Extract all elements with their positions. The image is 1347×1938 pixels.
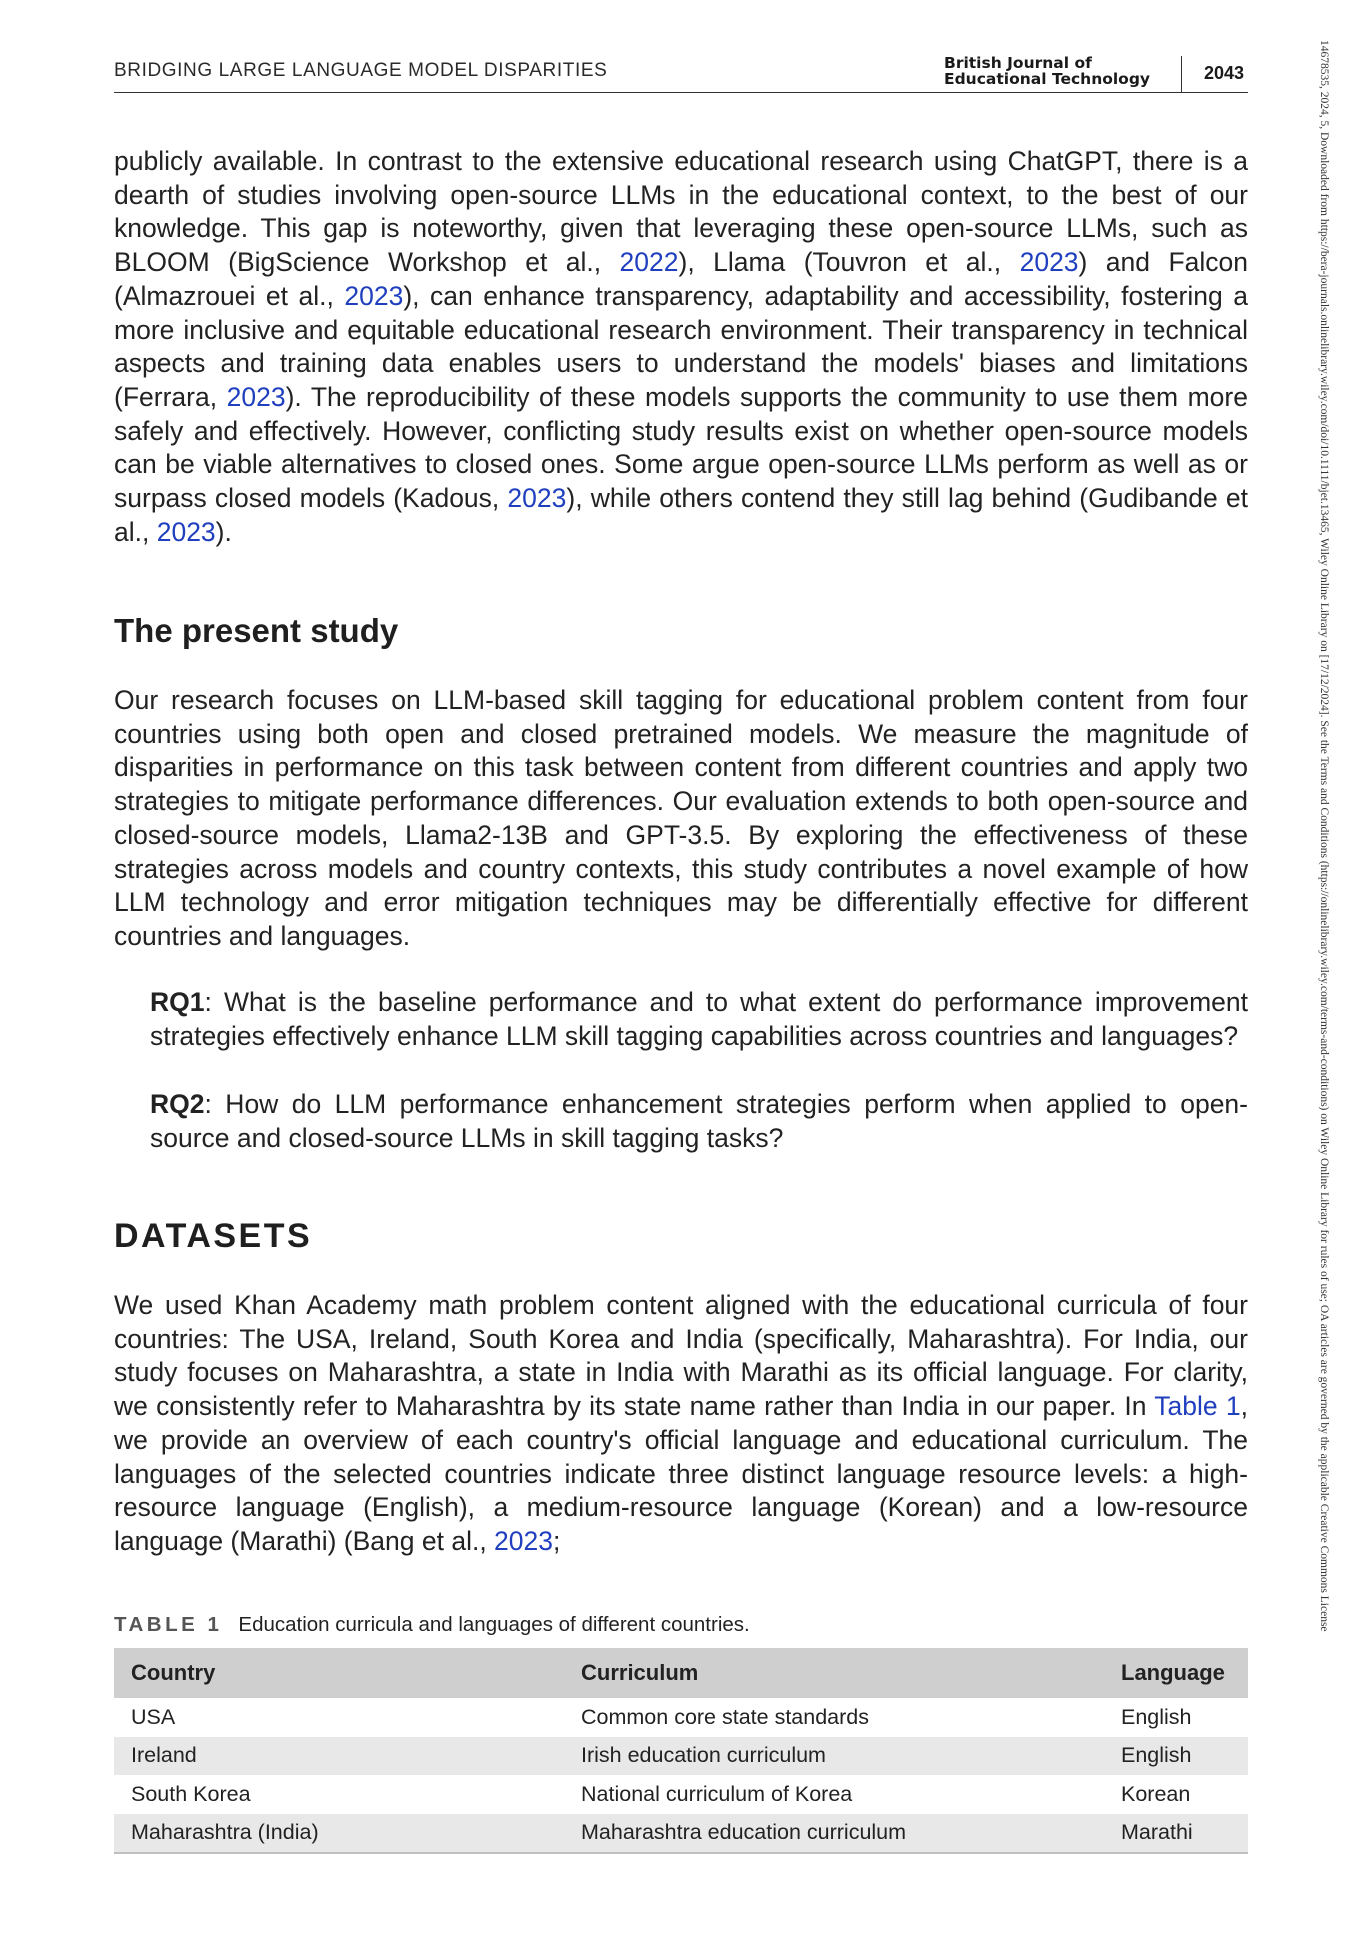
intro-text: ), can enhance transparency, adaptability and accessibility, fostering a more inclusive and equitable educational research environment. Their transparency in technical aspects and training data enables users to understand the models' biases and limitations (Ferrara,	[114, 280, 1248, 412]
journal-logo-line1: British Journal of	[944, 54, 1092, 72]
column-header-language: Language	[1104, 1648, 1248, 1698]
citation-link[interactable]: 2023	[156, 516, 216, 547]
table-row	[114, 1775, 1248, 1814]
citation-link[interactable]: 2023	[226, 381, 286, 412]
citation-link[interactable]: 2022	[619, 247, 679, 278]
column-header-curriculum: Curriculum	[564, 1648, 1104, 1698]
cell-language: English	[1104, 1737, 1248, 1776]
research-question-2	[150, 1088, 1248, 1155]
intro-text: ), while others contend they still lag behind (Gudibande et al.,	[114, 483, 1248, 547]
citation-link[interactable]: 2023	[494, 1525, 553, 1556]
datasets-text: ;	[553, 1525, 561, 1556]
header-rule	[114, 92, 1248, 93]
intro-text: publicly available. In contrast to the extensive educational research using ChatGPT, there is a dearth of studies involving open-source LLMs in the educational context, to the best of our knowledge. This gap is noteworthy, given that leveraging these open-source LLMs, such as BLOOM (BigScience Workshop et al.,	[114, 146, 1248, 278]
intro-text: ), Llama (Touvron et al.,	[678, 247, 1020, 278]
side-download-note: 14678535, 2024, 5, Downloaded from https://bera-journals.onlinelibrary.wiley.com/doi/10.1111/bjet.13465, Wiley Online Library on [17/12/2024]. See the Terms and Conditions (https://onlinelibrary.wiley.com/terms-and-conditions) on Wiley Online Library for rules of use; OA articles are governed by the applicable Creative Commons License	[1318, 40, 1330, 1632]
cell-language: Korean	[1121, 1781, 1191, 1806]
rq-text: : What is the baseline performance and to what extent do performance improvement strategies effectively enhance LLM skill tagging capabilities across countries and languages?	[150, 987, 1248, 1051]
cell-country: USA	[131, 1704, 176, 1729]
cell-curriculum: Common core state standards	[581, 1704, 869, 1729]
running-head: BRIDGING LARGE LANGUAGE MODEL DISPARITIES	[114, 60, 608, 81]
cell-curriculum: Maharashtra education curriculum	[564, 1814, 1104, 1854]
data-table	[114, 1648, 1248, 1854]
cell-country: South Korea	[131, 1781, 251, 1806]
research-question-1	[150, 986, 1248, 1053]
page-number: 2043	[1204, 63, 1245, 83]
citation-link[interactable]: 2023	[507, 483, 567, 514]
intro-text: ).	[215, 516, 232, 547]
citation-link[interactable]: 2023	[1019, 247, 1079, 278]
cell-country: Maharashtra (India)	[114, 1814, 564, 1854]
table-1-link[interactable]: Table 1	[1154, 1391, 1241, 1422]
rq-text: : How do LLM performance enhancement strategies perform when applied to open-source and closed-source LLMs in skill tagging tasks?	[150, 1089, 1248, 1153]
citation-link[interactable]: 2023	[344, 280, 404, 311]
present-study-paragraph: Our research focuses on LLM-based skill tagging for educational problem content from four countries using both open and closed pretrained models. We measure the magnitude of disparities in performance on this task between content from different countries and apply two strategies to mitigate performance differences. Our evaluation extends to both open-source and closed-source models, Llama2-13B and GPT-3.5. By exploring the effectiveness of these strategies across models and country contexts, this study contributes a novel example of how LLM technology and error mitigation techniques may be differentially effective for different countries and languages.	[114, 685, 1248, 951]
cell-curriculum: Irish education curriculum	[564, 1737, 1104, 1776]
table-row	[114, 1814, 1248, 1854]
intro-paragraph	[114, 145, 1248, 549]
table-label: TABLE 1	[114, 1613, 223, 1636]
cell-language: English	[1121, 1704, 1192, 1729]
cell-language: Marathi	[1104, 1814, 1248, 1854]
datasets-paragraph	[114, 1289, 1248, 1559]
table-caption	[114, 1613, 750, 1637]
rq-label: RQ1	[150, 987, 205, 1017]
column-header-country: Country	[114, 1648, 564, 1698]
intro-text: ) and Falcon (Almazrouei et al.,	[114, 247, 1248, 311]
section-heading-present-study: The present study	[114, 612, 399, 649]
table-caption-text: Education curricula and languages of different countries.	[238, 1613, 750, 1636]
rq-label: RQ2	[150, 1089, 205, 1119]
datasets-text: We used Khan Academy math problem content aligned with the educational curricula of four countries: The USA, Ireland, South Korea and India (specifically, Maharashtra). For India, our study focuses on Maharashtra, a state in India with Marathi as its official language. For clarity, we consistently refer to Maharashtra by its state name rather than India in our paper. In	[114, 1290, 1248, 1422]
table-header-row	[114, 1648, 1248, 1698]
table-row	[114, 1737, 1248, 1776]
header-divider	[1181, 56, 1182, 92]
table-row	[114, 1698, 1248, 1737]
section-heading-datasets: DATASETS	[114, 1217, 313, 1255]
datasets-text: , we provide an overview of each country's official language and educational curriculum. The languages of the selected countries indicate three distinct language resource levels: a high-resource language (English), a medium-resource language (Korean) and a low-resource language (Marathi) (Bang et al.,	[114, 1391, 1249, 1556]
cell-country: Ireland	[114, 1737, 564, 1776]
cell-curriculum: National curriculum of Korea	[581, 1781, 853, 1806]
journal-logo	[944, 55, 1150, 87]
intro-text: ). The reproducibility of these models supports the community to use them more safely and effectively. However, conflicting study results exist on whether open-source models can be viable alternatives to closed ones. Some argue open-source LLMs perform as well as or surpass closed models (Kadous,	[114, 381, 1248, 514]
journal-logo-line2: Educational Technology	[944, 70, 1151, 88]
